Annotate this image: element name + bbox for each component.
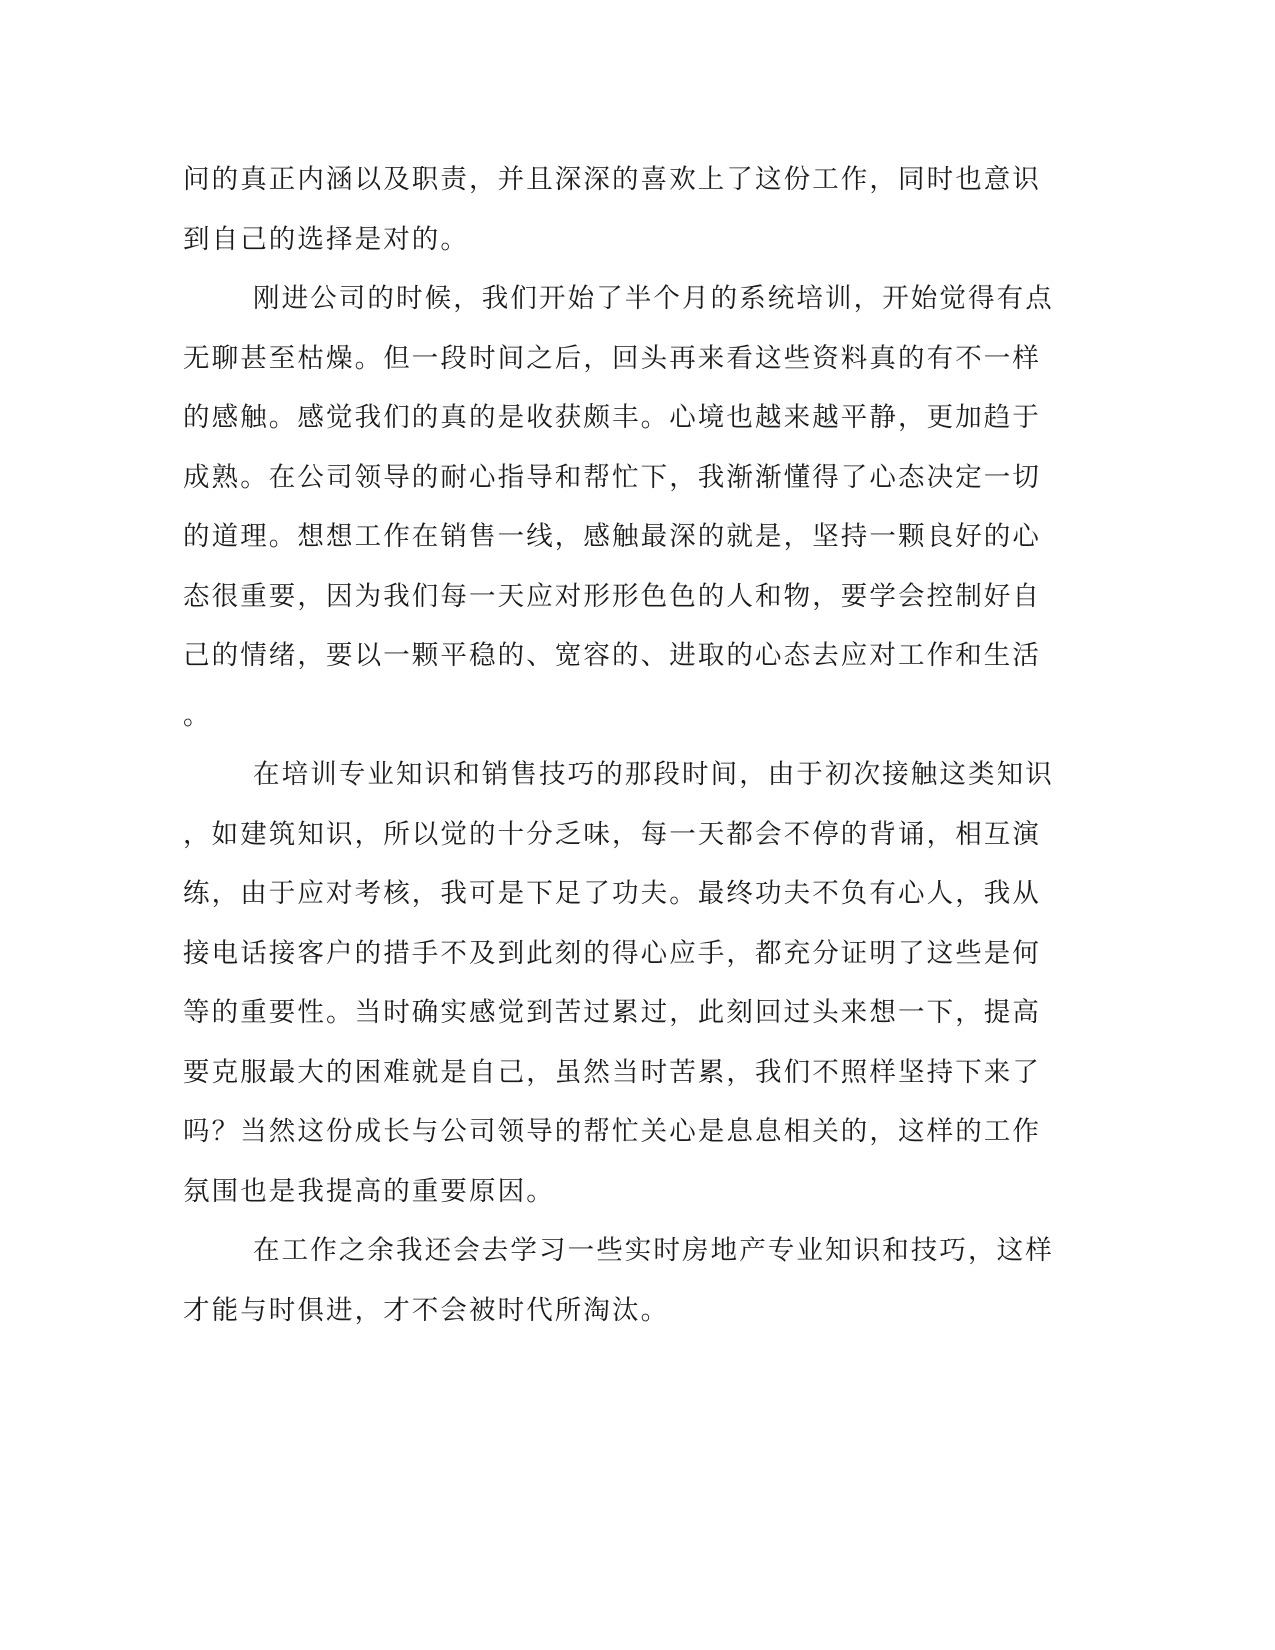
paragraph <box>183 1221 1054 1340</box>
text-line: 态很重要，因为我们每一天应对形形色色的人和物，要学会控制好自 <box>183 580 1041 612</box>
text-line: 的感触。感觉我们的真的是收获颇丰。心境也越来越平静，更加趋于 <box>183 402 1041 433</box>
text-line: 己的情绪，要以一颗平稳的、宽容的、进取的心态去应对工作和生活 <box>183 640 1041 671</box>
paragraph <box>183 745 1054 1221</box>
text-line: 接电话接客户的措手不及到此刻的得心应手，都充分证明了这些是何 <box>183 937 1041 969</box>
text-line: 在培训专业知识和销售技巧的那段时间，由于初次接触这类知识 <box>253 759 1054 790</box>
text-line: 等的重要性。当时确实感觉到苦过累过，此刻回过头来想一下，提高 <box>183 997 1041 1028</box>
text-line: ，如建筑知识，所以觉的十分乏味，每一天都会不停的背诵，相互演 <box>183 818 1041 850</box>
text-line: 无聊甚至枯燥。但一段时间之后，回头再来看这些资料真的有不一样 <box>183 342 1041 374</box>
paragraph <box>183 269 1054 745</box>
text-line: 的道理。想想工作在销售一线，感触最深的就是，坚持一颗良好的心 <box>183 521 1041 552</box>
text-line: 要克服最大的困难就是自己，虽然当时苦累，我们不照样坚持下来了 <box>183 1056 1041 1088</box>
text-line: 才能与时俱进，才不会被时代所淘汰。 <box>183 1294 670 1326</box>
text-line: 在工作之余我还会去学习一些实时房地产专业知识和技巧，这样 <box>253 1235 1054 1266</box>
paragraph <box>183 150 1043 269</box>
text-line: 。 <box>183 699 212 731</box>
document-body <box>183 150 1054 1340</box>
text-line: 成熟。在公司领导的耐心指导和帮忙下，我渐渐懂得了心态决定一切 <box>183 461 1041 493</box>
text-line: 练，由于应对考核，我可是下足了功夫。最终功夫不负有心人，我从 <box>183 878 1041 909</box>
text-line: 吗？当然这份成长与公司领导的帮忙关心是息息相关的，这样的工作 <box>183 1116 1041 1147</box>
text-line: 刚进公司的时候，我们开始了半个月的系统培训，开始觉得有点 <box>253 283 1054 314</box>
text-line: 问的真正内涵以及职责，并且深深的喜欢上了这份工作，同时也意识 <box>183 164 1041 195</box>
text-line: 氛围也是我提高的重要原因。 <box>183 1175 555 1207</box>
text-line: 到自己的选择是对的。 <box>183 223 469 255</box>
